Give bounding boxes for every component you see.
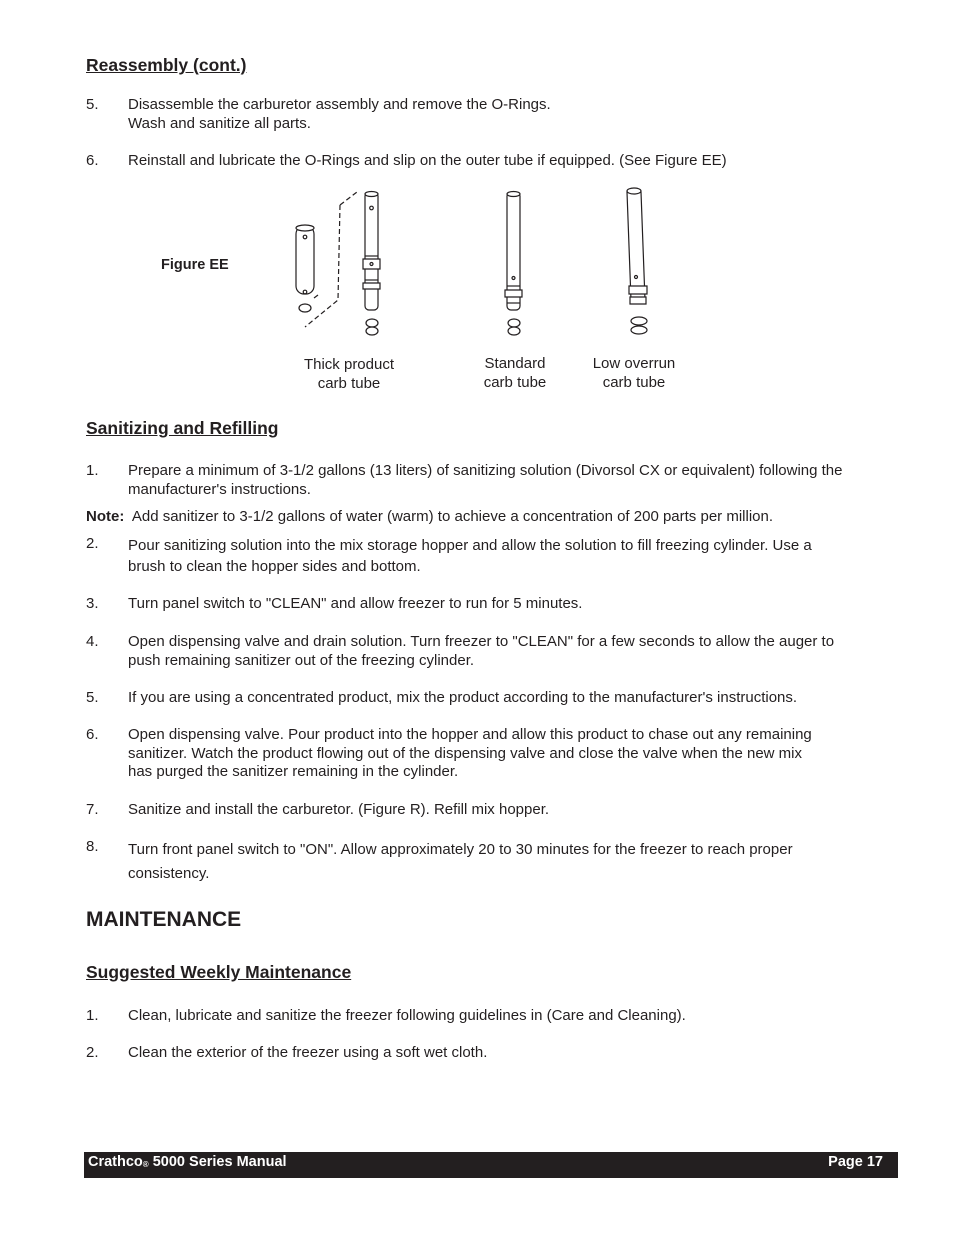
figure-caption-low-overrun <box>579 354 689 392</box>
text-line: Turn front panel switch to "ON". Allow approximately 20 to 30 minutes for the freezer to reach proper <box>128 841 793 858</box>
text-line: Clean the exterior of the freezer using a soft wet cloth. <box>128 1044 488 1061</box>
note-text: Add sanitizer to 3-1/2 gallons of water (warm) to achieve a concentration of 200 parts per million. <box>131 508 773 525</box>
text-line: push remaining sanitizer out of the freezing cylinder. <box>128 651 475 669</box>
text-line: Prepare a minimum of 3-1/2 gallons (13 liters) of sanitizing solution (Divorsol CX or equivalent) following the <box>128 462 843 479</box>
carb-tube-illustration <box>285 180 685 345</box>
footer-brand: Crathco <box>88 1154 143 1170</box>
text-line: Reinstall and lubricate the O-Rings and slip on the outer tube if equipped. (See Figure EE) <box>128 152 727 169</box>
step-text <box>128 689 797 708</box>
outer-tube-drawing <box>296 225 314 312</box>
footer-manual-title: 5000 Series Manual <box>152 1154 287 1170</box>
figure-caption-thick <box>293 355 405 393</box>
registered-mark: ® <box>142 1160 149 1169</box>
figure-caption-standard <box>465 354 565 392</box>
step-number: 7. <box>86 801 99 818</box>
text-line: consistency. <box>128 865 210 882</box>
step-text <box>128 1044 487 1063</box>
caption-line: carb tube <box>483 374 547 391</box>
text-line: Wash and sanitize all parts. <box>128 114 311 132</box>
caption-line: Low overrun <box>592 355 676 372</box>
text-line: Open dispensing valve. Pour product into the hopper and allow this product to chase out any remaining <box>128 726 812 743</box>
step-number: 1. <box>86 1007 99 1024</box>
text-line: sanitizer. Watch the product flowing out of the dispensing valve and close the valve when the new mix <box>128 744 802 762</box>
step-text <box>128 152 727 171</box>
step-number: 4. <box>86 633 99 650</box>
note-label: Note: <box>86 508 125 525</box>
step-text <box>128 838 793 886</box>
caption-line: Thick product <box>303 356 395 373</box>
caption-line: Standard <box>484 355 546 372</box>
note <box>86 508 773 527</box>
page-footer <box>84 1152 898 1178</box>
caption-line: carb tube <box>317 375 381 392</box>
step-number: 1. <box>86 462 99 479</box>
step-text <box>128 595 582 614</box>
step-text <box>128 535 812 577</box>
text-line: brush to clean the hopper sides and bottom. <box>128 558 421 575</box>
text-line: Pour sanitizing solution into the mix storage hopper and allow the solution to fill freezing cylinder. Use a <box>128 537 812 554</box>
standard-carb-tube-drawing <box>505 192 522 336</box>
section-heading-reassembly: Reassembly (cont.) <box>86 55 247 75</box>
subheading-weekly-maintenance: Suggested Weekly Maintenance <box>86 962 352 982</box>
text-line: Turn panel switch to "CLEAN" and allow freezer to run for 5 minutes. <box>128 595 583 612</box>
step-text <box>128 96 551 133</box>
text-line: If you are using a concentrated product, mix the product according to the manufacturer's instructions. <box>128 689 798 706</box>
step-text <box>128 726 812 782</box>
page-number: Page 17 <box>828 1154 883 1170</box>
text-line: Sanitize and install the carburetor. (Figure R). Refill mix hopper. <box>128 801 550 818</box>
step-number: 5. <box>86 96 99 113</box>
footer-title <box>88 1154 287 1170</box>
text-line: Clean, lubricate and sanitize the freezer following guidelines in (Care and Cleaning). <box>128 1007 686 1024</box>
step-number: 2. <box>86 535 99 552</box>
low-overrun-carb-tube-drawing <box>627 188 647 334</box>
text-line: Open dispensing valve and drain solution. Turn freezer to "CLEAN" for a few seconds to allow the auger to <box>128 633 835 650</box>
text-line: has purged the sanitizer remaining in the cylinder. <box>128 763 459 780</box>
step-text <box>128 462 843 499</box>
step-text <box>128 633 834 670</box>
section-heading-maintenance: MAINTENANCE <box>86 908 242 931</box>
figure-label: Figure EE <box>161 257 229 273</box>
inner-carb-tube-drawing <box>363 192 380 336</box>
step-number: 2. <box>86 1044 99 1061</box>
step-text <box>128 801 549 820</box>
step-number: 8. <box>86 838 99 855</box>
caption-line: carb tube <box>602 374 666 391</box>
step-number: 6. <box>86 152 99 169</box>
text-line: manufacturer's instructions. <box>128 480 311 498</box>
step-number: 3. <box>86 595 99 612</box>
step-number: 6. <box>86 726 99 743</box>
step-text <box>128 1007 686 1026</box>
step-number: 5. <box>86 689 99 706</box>
text-line: Disassemble the carburetor assembly and remove the O-Rings. <box>128 96 551 113</box>
section-heading-sanitizing: Sanitizing and Refilling <box>86 418 279 438</box>
